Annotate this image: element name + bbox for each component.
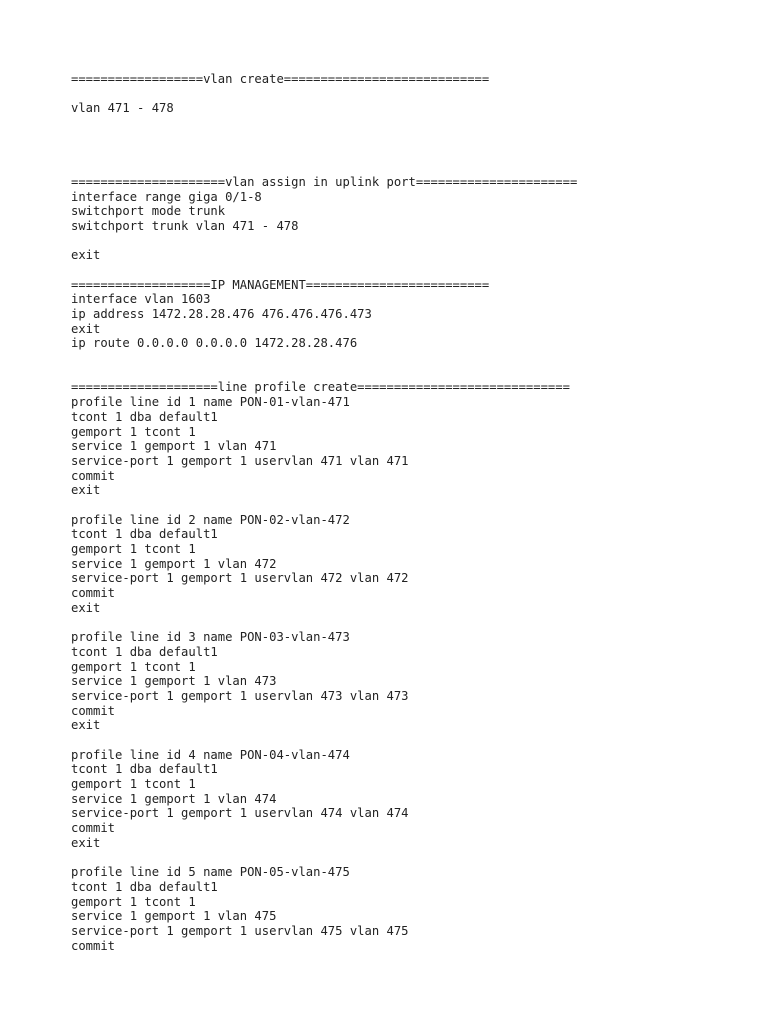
text-line: commit xyxy=(71,586,116,601)
text-line: service-port 1 gemport 1 uservlan 474 vlan 474 xyxy=(71,806,409,821)
section-heading: =====================vlan assign in uplink port====================== xyxy=(71,174,578,189)
text-line: commit xyxy=(71,703,116,718)
text-line: service 1 gemport 1 vlan 474 xyxy=(71,791,277,806)
text-line: exit xyxy=(71,600,101,615)
text-line: service 1 gemport 1 vlan 475 xyxy=(71,909,277,924)
text-line: interface range giga 0/1-8 xyxy=(71,189,262,204)
blank-line xyxy=(71,131,751,146)
text-line: service 1 gemport 1 vlan 472 xyxy=(71,556,277,571)
section-heading: ===================IP MANAGEMENT========================= xyxy=(71,277,490,292)
text-line: profile line id 4 name PON-04-vlan-474 xyxy=(71,747,350,762)
text-line: gemport 1 tcont 1 xyxy=(71,424,196,439)
text-line: exit xyxy=(71,248,101,263)
blank-line xyxy=(71,160,751,175)
text-line: profile line id 1 name PON-01-vlan-471 xyxy=(71,395,350,410)
text-line: gemport 1 tcont 1 xyxy=(71,894,196,909)
text-line: gemport 1 tcont 1 xyxy=(71,659,196,674)
text-line: interface vlan 1603 xyxy=(71,292,211,307)
blank-line xyxy=(71,263,751,278)
text-line: exit xyxy=(71,835,101,850)
text-line: exit xyxy=(71,718,101,733)
blank-line xyxy=(71,733,751,748)
text-line: switchport trunk vlan 471 - 478 xyxy=(71,218,299,233)
text-line: tcont 1 dba default1 xyxy=(71,879,218,894)
blank-line xyxy=(71,615,751,630)
text-line: service-port 1 gemport 1 uservlan 471 vlan 471 xyxy=(71,453,409,468)
text-line: tcont 1 dba default1 xyxy=(71,527,218,542)
text-line: profile line id 3 name PON-03-vlan-473 xyxy=(71,630,350,645)
text-line: profile line id 2 name PON-02-vlan-472 xyxy=(71,512,350,527)
blank-line xyxy=(71,87,751,102)
blank-line xyxy=(71,498,751,513)
text-line: tcont 1 dba default1 xyxy=(71,762,218,777)
text-line: service-port 1 gemport 1 uservlan 472 vlan 472 xyxy=(71,571,409,586)
text-line: tcont 1 dba default1 xyxy=(71,644,218,659)
blank-line xyxy=(71,850,751,865)
text-line: service 1 gemport 1 vlan 471 xyxy=(71,439,277,454)
text-line: profile line id 5 name PON-05-vlan-475 xyxy=(71,865,350,880)
text-line: commit xyxy=(71,468,116,483)
text-line: ip route 0.0.0.0 0.0.0.0 1472.28.28.476 xyxy=(71,336,358,351)
text-line: ip address 1472.28.28.476 476.476.476.473 xyxy=(71,307,372,321)
blank-line xyxy=(71,366,751,381)
blank-line xyxy=(71,234,751,249)
blank-line xyxy=(71,116,751,131)
text-line: vlan 471 - 478 xyxy=(71,101,174,116)
config-text-body xyxy=(71,72,751,953)
text-line: exit xyxy=(71,321,101,336)
text-line: exit xyxy=(71,483,101,498)
section-heading: ==================vlan create============================ xyxy=(71,72,490,86)
text-line: gemport 1 tcont 1 xyxy=(71,777,196,791)
text-line: commit xyxy=(71,821,116,836)
text-line: service-port 1 gemport 1 uservlan 475 vlan 475 xyxy=(71,923,409,938)
text-line: tcont 1 dba default1 xyxy=(71,409,218,424)
text-line: service 1 gemport 1 vlan 473 xyxy=(71,674,277,689)
text-line: service-port 1 gemport 1 uservlan 473 vlan 473 xyxy=(71,688,409,703)
blank-line xyxy=(71,145,751,160)
blank-line xyxy=(71,351,751,366)
text-line: gemport 1 tcont 1 xyxy=(71,542,196,556)
text-line: switchport mode trunk xyxy=(71,204,226,219)
section-heading: ====================line profile create============================= xyxy=(71,380,570,395)
text-line: commit xyxy=(71,938,116,953)
